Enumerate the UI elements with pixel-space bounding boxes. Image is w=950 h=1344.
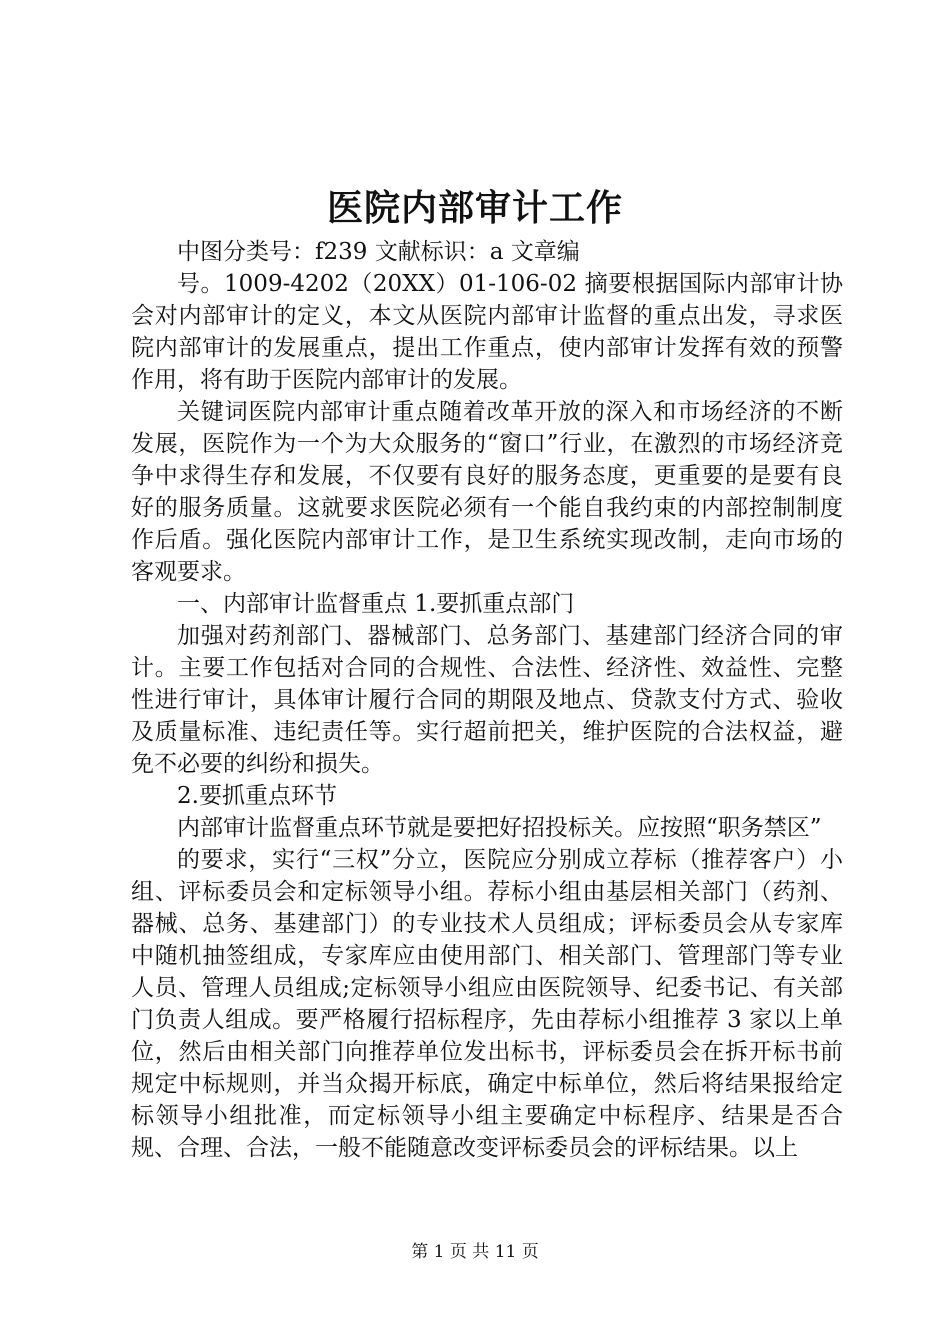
document-title: 医院内部审计工作 [326,187,623,229]
paragraph: 内部审计监督重点环节就是要把好招投标关。应按照“职务禁区” [177,815,822,841]
section-heading: 一、内部审计监督重点 1.要抓重点部门 [177,591,575,617]
paragraph: 号。1009-4202（20XX）01-106-02 摘要根据国际内部审计协会对内部审计的定义，本文从医院内部审计监督的重点出发，寻求医院内部审计的发展重点，提出工作重点，使内部审计发挥有效的预警作用，将有助于医院内部审计的发展。 [131,271,843,393]
paragraph: 关键词医院内部审计重点随着改革开放的深入和市场经济的不断发展，医院作为一个为大众服务的“窗口”行业，在激烈的市场经济竞争中求得生存和发展，不仅要有良好的服务态度，更重要的是要有良好的服务质量。这就要求医院必须有一个能自我约束的内部控制制度作后盾。强化医院内部审计工作，是卫生系统实现改制，走向市场的客观要求。 [131,399,843,585]
document-body [131,236,843,1164]
paragraph: 加强对药剂部门、器械部门、总务部门、基建部门经济合同的审计。主要工作包括对合同的合规性、合法性、经济性、效益性、完整性进行审计，具体审计履行合同的期限及地点、贷款支付方式、验收及质量标准、违纪责任等。实行超前把关，维护医院的合法权益，避免不必要的纠纷和损失。 [131,623,843,777]
paragraph: 的要求，实行“三权”分立，医院应分别成立荐标（推荐客户）小组、评标委员会和定标领导小组。荐标小组由基层相关部门（药剂、器械、总务、基建部门）的专业技术人员组成；评标委员会从专家库中随机抽签组成，专家库应由使用部门、相关部门、管理部门等专业人员、管理人员组成;定标领导小组应由医院领导、纪委书记、有关部门负责人组成。要严格履行招标程序，先由荐标小组推荐 3 家以上单位，然后由相关部门向推荐单位发出标书，评标委员会在拆开标书前规定中标规则，并当众揭开标底，确定中标单位，然后将结果报给定标领导小组批准，而定标领导小组主要确定中标程序、结果是否合规、合理、合法，一般不能随意改变评标委员会的评标结果。以上 [131,847,843,1161]
subsection-heading: 2.要抓重点环节 [177,783,337,809]
page-footer: 第 1 页 共 11 页 [411,1242,539,1262]
paragraph: 中图分类号：f239 文献标识：a 文章编 [177,239,580,265]
